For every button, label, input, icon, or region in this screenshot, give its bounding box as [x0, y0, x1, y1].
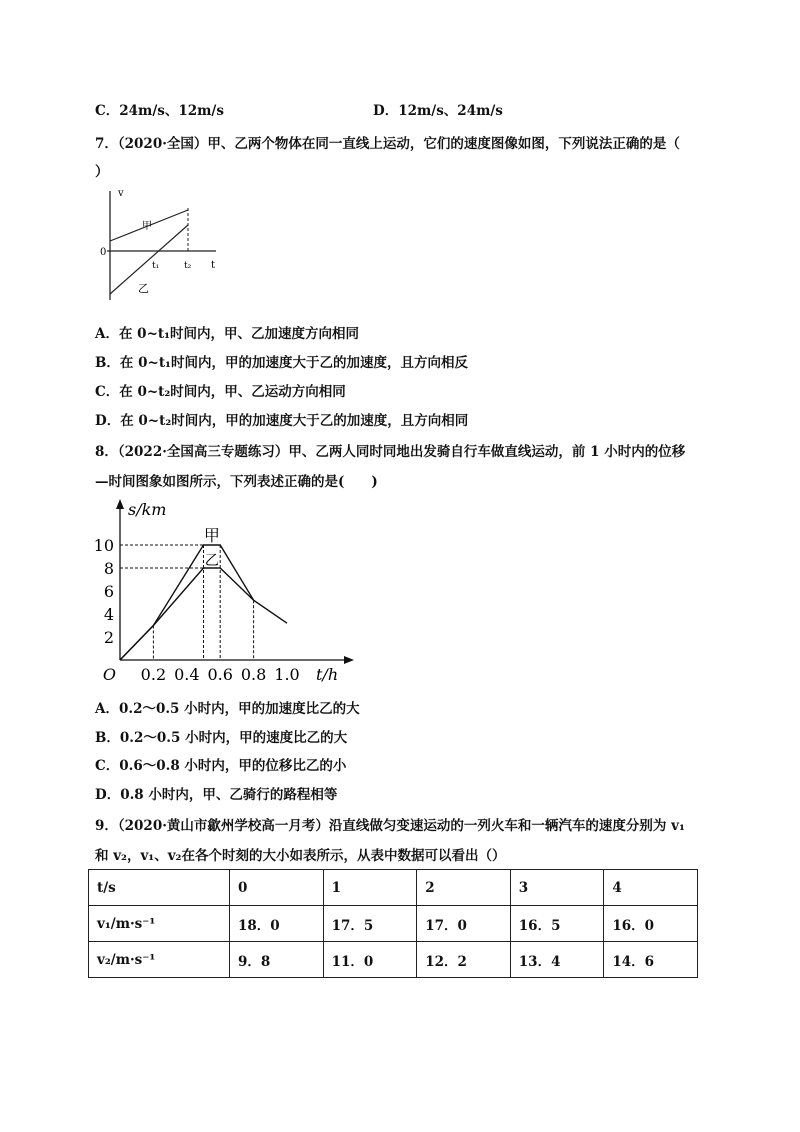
y-axis-arrow	[116, 499, 124, 509]
table-cell: 11．0	[323, 942, 417, 978]
y-tick-label: 2	[103, 628, 114, 647]
y-tick-label: 8	[103, 559, 114, 578]
jia-series-line	[120, 545, 254, 660]
q7-velocity-graph	[96, 186, 226, 304]
x-axis-arrow	[344, 656, 354, 664]
q7-option-b: B．在 0~t₁时间内，甲的加速度大于乙的加速度，且方向相反	[95, 355, 468, 371]
yi-series-label: 乙	[204, 553, 219, 569]
table-row	[89, 942, 698, 978]
x-tick-label: 0.4	[174, 665, 200, 684]
table-cell: 18．0	[230, 906, 324, 942]
q8-option-a: A．0.2～0.5 小时内，甲的加速度比乙的大	[95, 701, 360, 717]
x-tick-label: 0.8	[240, 665, 267, 684]
q7-option-a: A．在 0~t₁时间内，甲、乙加速度方向相同	[95, 326, 360, 342]
x-tick-label: 1.0	[274, 665, 300, 684]
table-cell: 12．2	[417, 942, 511, 978]
q8-option-d: D．0.8 小时内，甲、乙骑行的路程相等	[95, 787, 338, 803]
table-cell: 3	[510, 870, 604, 906]
q8-option-c: C．0.6～0.8 小时内，甲的位移比乙的小	[95, 758, 347, 774]
q8-stem-line1: 8．（2022·全国高三专题练习）甲、乙两人同时同地出发骑自行车做直线运动，前 1 小时内的位移	[95, 444, 686, 460]
prev-option-d: D．12m/s、24m/s	[373, 103, 503, 119]
q7-t-label: t	[211, 260, 216, 271]
q8-stem-line2: —时间图象如图所示，下列表述正确的是( )	[95, 474, 378, 490]
table-cell: v₁/m·s⁻¹	[89, 906, 230, 942]
table-cell: 13．4	[510, 942, 604, 978]
q7-option-c: C．在 0~t₂时间内，甲、乙运动方向相同	[95, 384, 346, 400]
y-tick-label: 10	[93, 536, 114, 555]
table-cell: 1	[323, 870, 417, 906]
jia-series-label: 甲	[203, 526, 220, 545]
y-tick-label: 4	[103, 605, 114, 624]
table-cell: t/s	[89, 870, 230, 906]
q8-option-b: B．0.2～0.5 小时内，甲的速度比乙的大	[95, 730, 348, 746]
q9-data-table	[88, 869, 698, 978]
table-cell: 16．5	[510, 906, 604, 942]
q7-t1-label: t₁	[152, 261, 160, 271]
table-row	[89, 870, 698, 906]
q9-stem-line2: 和 v₂，v₁、v₂在各个时刻的大小如表所示，从表中数据可以看出（）	[95, 848, 506, 864]
x-tick-label: 0.6	[207, 665, 233, 684]
q7-yi-label: 乙	[138, 282, 149, 295]
y-axis-label: s/km	[128, 500, 167, 519]
origin-label: O	[102, 665, 116, 684]
q7-stem-line1: 7．（2020·全国）甲、乙两个物体在同一直线上运动，它们的速度图像如图，下列说法正确的是（	[95, 136, 680, 152]
q7-origin-label: 0	[100, 247, 107, 258]
table-cell: v₂/m·s⁻¹	[89, 942, 230, 978]
table-cell: 14．6	[604, 942, 698, 978]
table-cell: 17．5	[323, 906, 417, 942]
table-cell: 2	[417, 870, 511, 906]
table-row	[89, 906, 698, 942]
q9-stem-line1: 9．（2020·黄山市歙州学校高一月考）沿直线做匀变速运动的一列火车和一辆汽车的速度分别为 v₁	[95, 818, 685, 834]
y-tick-label: 6	[103, 582, 114, 601]
table-cell: 0	[230, 870, 324, 906]
q7-option-d: D．在 0~t₂时间内，甲的加速度大于乙的加速度，且方向相同	[95, 413, 469, 429]
table-cell: 16．0	[604, 906, 698, 942]
q7-jia-label: 甲	[142, 221, 152, 232]
table-cell: 17．0	[417, 906, 511, 942]
table-cell: 4	[604, 870, 698, 906]
q7-v-label: v	[118, 188, 124, 199]
q7-t2-label: t₂	[184, 261, 192, 271]
table-cell: 9．8	[230, 942, 324, 978]
q7-yi-line	[110, 225, 188, 294]
q8-displacement-chart	[88, 495, 358, 685]
x-tick-label: 0.2	[140, 665, 167, 684]
x-axis-label: t/h	[316, 665, 339, 684]
prev-option-c: C．24m/s、12m/s	[95, 103, 224, 119]
q7-stem-line2: ）	[95, 164, 109, 180]
